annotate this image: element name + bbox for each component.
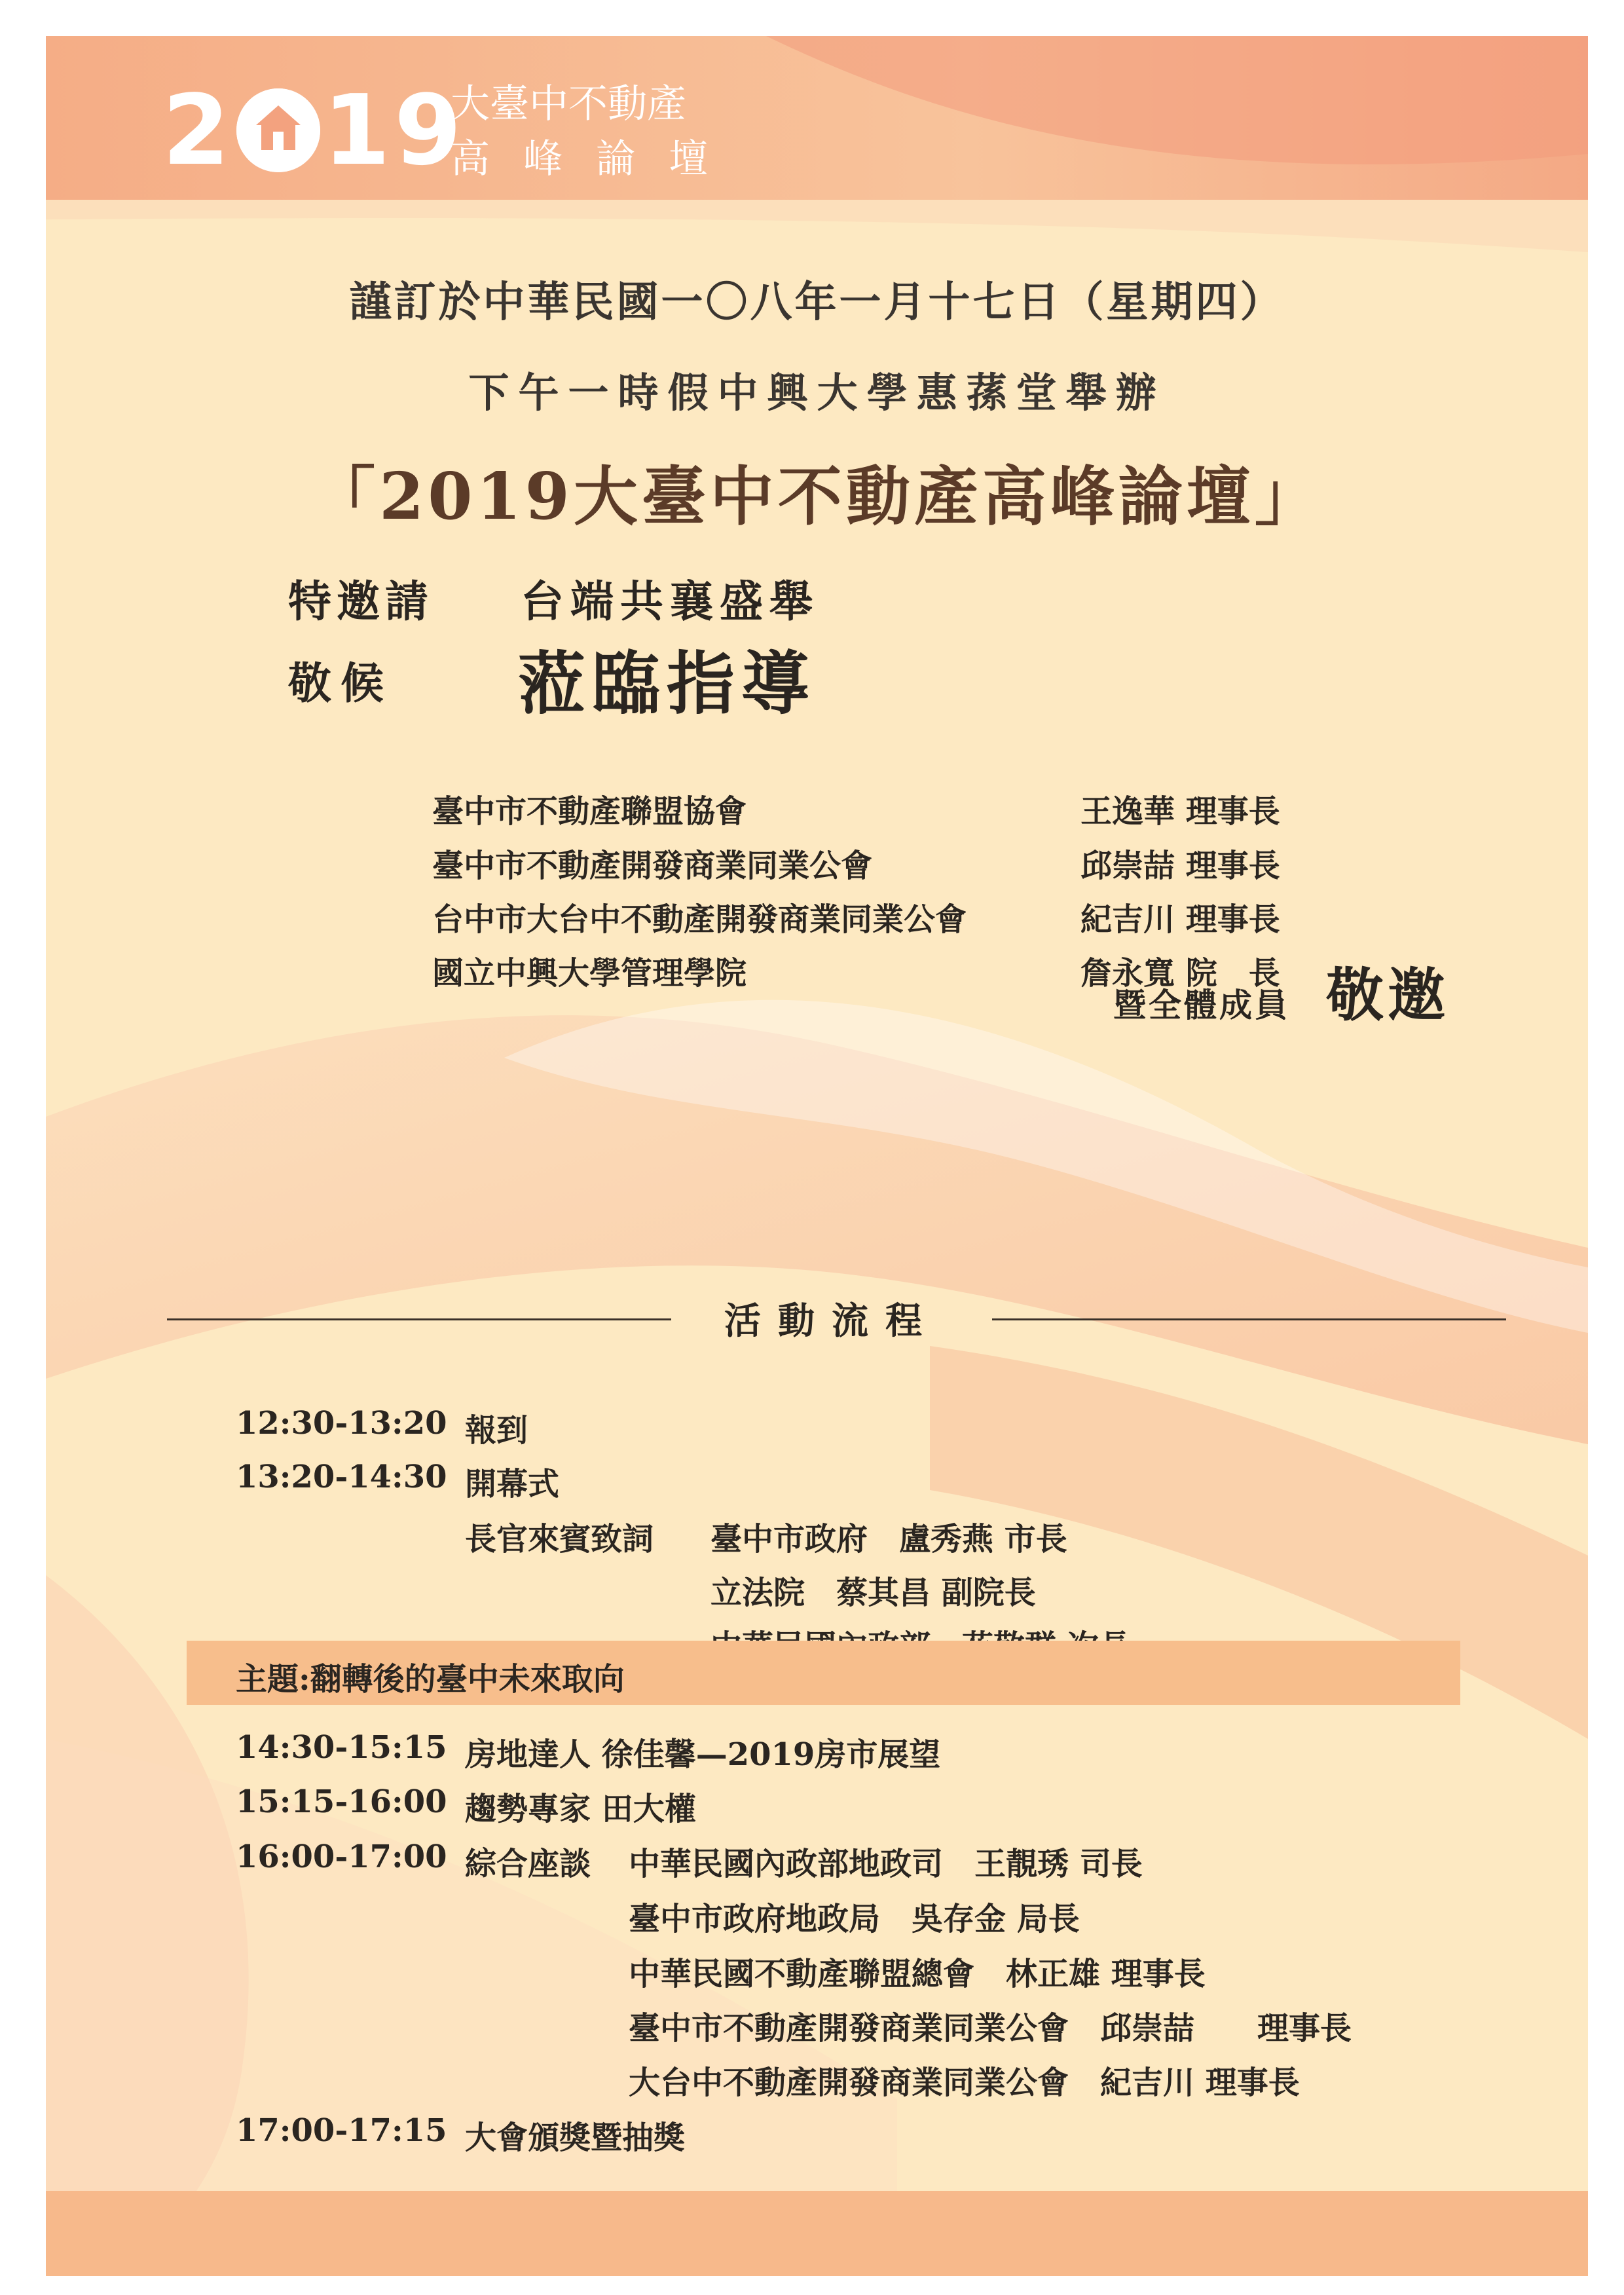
schedule-time: 17:00-17:15 [236, 2112, 447, 2149]
schedule-label: 大會頒獎暨抽獎 [465, 2119, 686, 2156]
invite-label: 特邀請 [288, 576, 434, 627]
schedule-label: 開幕式 [465, 1466, 560, 1502]
schedule-label: 報到 [465, 1412, 528, 1449]
host-name: 詹永寬 院 長 [1080, 955, 1280, 992]
respect-label: 敬候 [288, 658, 393, 709]
panel-member: 臺中市不動產開發商業同業公會 邱崇喆 理事長 [629, 2010, 1352, 2047]
schedule-label: 房地達人 徐佳馨—2019房市展望 [465, 1736, 941, 1773]
invitation-page [46, 36, 1588, 2276]
closing-text: 暨全體成員 [1113, 986, 1290, 1024]
host-name: 紀吉川 理事長 [1080, 901, 1280, 938]
opening-speaker: 立法院 蔡其昌 副院長 [710, 1575, 1036, 1611]
theme-text: 主題:翻轉後的臺中未來取向 [236, 1661, 625, 1698]
opening-label: 長官來賓致詞 [465, 1521, 654, 1558]
schedule-time: 16:00-17:00 [236, 1838, 447, 1875]
host-org: 臺中市不動產聯盟協會 [432, 793, 747, 830]
date-line: 謹訂於中華民國一〇八年一月十七日（星期四） [349, 278, 1285, 327]
schedule-heading: 活動流程 [724, 1299, 939, 1343]
host-org: 台中市大台中不動產開發商業同業公會 [432, 901, 967, 938]
logo-year [162, 74, 466, 187]
logo-title [451, 77, 718, 187]
host-name: 邱崇喆 理事長 [1080, 848, 1280, 884]
logo-year-digits-19: 19 [322, 74, 466, 187]
logo-title-line1: 大臺中不動產 [451, 81, 686, 127]
schedule-time: 13:20-14:30 [236, 1459, 447, 1495]
respect-text: 蒞臨指導 [517, 643, 817, 724]
invite-text: 台端共襄盛舉 [521, 576, 819, 627]
heading-rule-right [992, 1318, 1506, 1320]
panel-member: 臺中市政府地政局 吳存金 局長 [629, 1901, 1080, 1937]
schedule-time: 14:30-15:15 [236, 1729, 447, 1766]
heading-rule-left [167, 1318, 671, 1320]
logo-title-line2: 高 峰 論 壇 [451, 136, 719, 182]
host-org: 臺中市不動產開發商業同業公會 [432, 848, 873, 884]
host-name: 王逸華 理事長 [1080, 793, 1280, 830]
schedule-time: 15:15-16:00 [236, 1783, 447, 1820]
schedule-label: 綜合座談 [465, 1846, 591, 1882]
house-icon [236, 88, 320, 172]
footer-band [46, 2191, 1588, 2276]
panel-member: 大台中不動產開發商業同業公會 紀吉川 理事長 [629, 2064, 1300, 2101]
logo-year-digit-2: 2 [162, 74, 234, 187]
panel-member: 中華民國內政部地政司 王靚琇 司長 [629, 1846, 1143, 1882]
venue-line: 下午一時假中興大學惠蓀堂舉辦 [468, 369, 1166, 417]
closing-emphasis: 敬邀 [1326, 961, 1450, 1029]
schedule-time: 12:30-13:20 [236, 1405, 447, 1442]
host-org: 國立中興大學管理學院 [432, 955, 747, 992]
forum-title: 「2019大臺中不動產高峰論壇」 [311, 459, 1323, 534]
schedule-label: 趨勢專家 田大權 [465, 1791, 696, 1827]
opening-speaker: 臺中市政府 盧秀燕 市長 [710, 1521, 1067, 1558]
panel-member: 中華民國不動產聯盟總會 林正雄 理事長 [629, 1956, 1206, 1992]
